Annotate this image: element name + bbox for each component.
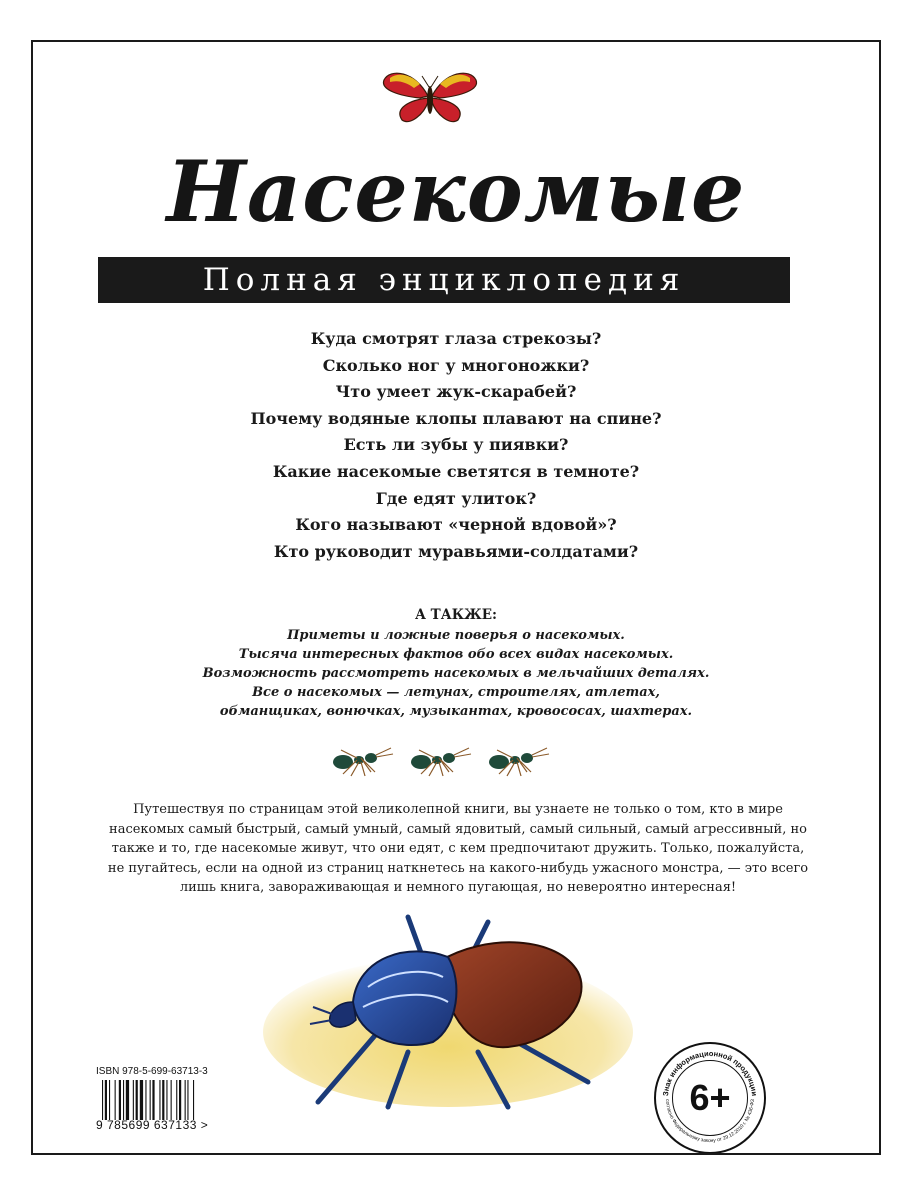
description-line: Путешествуя по страницам этой великолепной книги, вы узнаете не только о том, кто в мире [133, 802, 783, 817]
butterfly-icon [380, 66, 480, 126]
also-item: обманщиках, вонючках, музыкантах, кровососах, шахтерах. [219, 704, 693, 719]
barcode-bar [102, 1080, 103, 1120]
barcode-bar [171, 1080, 172, 1120]
age-rating-value: 6+ [689, 1077, 731, 1118]
ring-text-top: Знак информационной продукции [661, 1048, 759, 1097]
barcode-bar [179, 1080, 181, 1120]
barcode-bar [123, 1080, 124, 1120]
barcode-bar [193, 1080, 194, 1120]
barcode-bar [105, 1080, 107, 1120]
also-item: Все о насекомых — летунах, строителях, атлетах, [252, 685, 660, 700]
question-item: Почему водяные клопы плавают на спине? [250, 408, 662, 428]
barcode-number: 9 785699 637133 > [96, 1118, 209, 1132]
barcode-bar [126, 1080, 129, 1120]
age-rating-inner [672, 1060, 748, 1136]
barcode-bar [133, 1080, 134, 1120]
back-cover [31, 40, 881, 1155]
barcode-bar [145, 1080, 146, 1120]
barcode-bar [176, 1080, 177, 1120]
also-item: Возможность рассмотреть насекомых в мельчайших деталях. [202, 666, 710, 681]
isbn-label: ISBN 978-5-699-63713-3 [96, 1066, 208, 1077]
question-item: Есть ли зубы у пиявки? [343, 435, 569, 455]
barcode-bar [187, 1080, 188, 1120]
book-title: Насекомые [166, 142, 746, 241]
description-line: насекомых самый быстрый, самый умный, самый ядовитый, самый сильный, самый агрессивный, но [109, 821, 807, 837]
also-list [33, 626, 879, 721]
book-subtitle: Полная энциклопедия [98, 257, 790, 303]
barcode-bar [185, 1080, 186, 1120]
barcode-icon [100, 1080, 240, 1120]
ant-icon [489, 748, 549, 776]
age-rating-badge [654, 1042, 766, 1154]
question-item: Где едят улиток? [375, 488, 537, 508]
barcode-bar [140, 1080, 143, 1120]
barcode-bar [166, 1080, 167, 1120]
description-line: не пугайтесь, если на одной из страниц наткнетесь на какого-нибудь ужасного монстра, — это всего [107, 860, 809, 876]
barcode-bar [109, 1080, 110, 1120]
barcode-block [96, 1066, 266, 1132]
question-item: Какие насекомые светятся в темноте? [272, 461, 640, 481]
questions-list [33, 326, 879, 565]
ant-icon [333, 748, 393, 776]
description-line: лишь книга, завораживающая и немного пугающая, но невероятно интересная! [179, 880, 737, 895]
also-item: Приметы и ложные поверья о насекомых. [287, 628, 625, 643]
description-text [73, 800, 843, 898]
question-item: Кто руководит муравьями-солдатами? [273, 541, 639, 561]
barcode-bar [115, 1080, 116, 1120]
barcode-bar [150, 1080, 151, 1120]
also-heading: А ТАКЖЕ: [414, 607, 497, 623]
ant-icon [411, 748, 471, 776]
question-item: Сколько ног у многоножки? [322, 355, 590, 375]
ring-text-bottom: согласно Федеральному закону от 29.12.2010 г. № 436-ФЗ [663, 1098, 757, 1145]
description-line: также и то, где насекомые живут, что они едят, с кем предпочитают дружить. Только, пожалуйста, [111, 841, 805, 856]
also-item: Тысяча интересных фактов обо всех видах насекомых. [238, 647, 674, 662]
ants-illustration [323, 742, 563, 778]
question-item: Что умеет жук-скарабей? [335, 382, 577, 402]
barcode-bar [159, 1080, 160, 1120]
barcode-bar [152, 1080, 154, 1120]
barcode-bar [119, 1080, 121, 1120]
question-item: Куда смотрят глаза стрекозы? [310, 329, 602, 348]
beetle-illustration [258, 902, 638, 1112]
barcode-bar [162, 1080, 164, 1120]
question-item: Кого называют «черной вдовой»? [295, 515, 617, 535]
barcode-bar [136, 1080, 138, 1120]
